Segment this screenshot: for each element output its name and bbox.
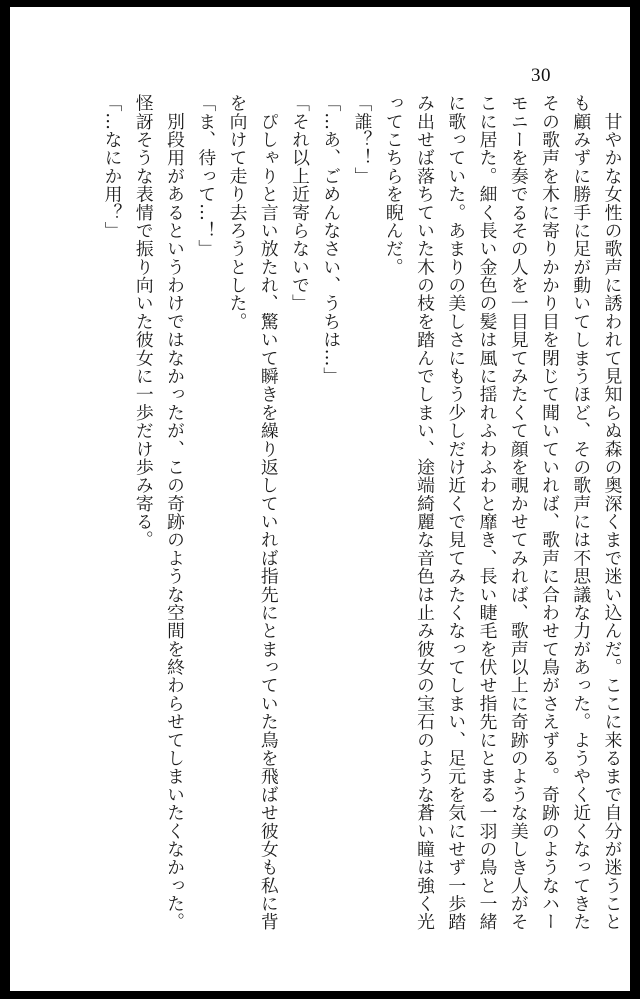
text-line: その歌声を木に寄りかかり目を閉じて聞いていれば、歌声に合わせて鳥がさえずる。奇跡のようなハー bbox=[539, 94, 561, 931]
text-line: も顧みずに勝手に足が動いてしまうほど、その歌声には不思議な力があった。ようやく近くなってきた bbox=[570, 94, 592, 931]
text-line: み出せば落ちていた木の枝を踏んでしまい、途端綺麗な音色は止み彼女の宝石のような蒼い瞳は強く光 bbox=[414, 94, 436, 931]
text-line: 怪訝そうな表情で振り向いた彼女に一歩だけ歩み寄る。 bbox=[133, 94, 155, 549]
body-text bbox=[97, 94, 628, 931]
dialogue-line: 「誰？！」 bbox=[352, 94, 373, 185]
dialogue-line: 「それ以上近寄らないで」 bbox=[289, 94, 311, 313]
dialogue-line: 「…なにか用？」 bbox=[102, 94, 123, 240]
text-line: に歌っていた。あまりの美しさにもう少しだけ近くで見てみたくなってしまい、足元を気にせず一歩踏 bbox=[445, 94, 467, 931]
text-line: 別段用があるというわけではなかったが、この奇跡のような空間を終わらせてしまいたくなかった。 bbox=[164, 94, 186, 931]
page-number: 30 bbox=[531, 65, 551, 86]
text-line: こに居た。細く長い金色の髪は風に揺れふわふわと靡き、長い睫毛を伏せ指先にとまる一羽の鳥と一緒 bbox=[477, 94, 498, 931]
dialogue-line: 「ま、待って…！」 bbox=[195, 94, 217, 258]
text-line: 甘やかな女性の歌声に誘われて見知らぬ森の奥深くまで迷い込んだ。ここに来るまで自分が迷うこと bbox=[602, 94, 623, 931]
text-line: ってこちらを睨んだ。 bbox=[383, 94, 405, 276]
book-page bbox=[10, 7, 630, 991]
dialogue-line: 「…あ、ごめんなさい、うちは…」 bbox=[320, 94, 342, 386]
text-line: を向けて走り去ろうとした。 bbox=[227, 94, 248, 331]
text-line: ぴしゃりと言い放たれ、驚いて瞬きを繰り返していれば指先にとまっていた鳥を飛ばせ彼女も私に背 bbox=[258, 94, 280, 931]
text-line: モニーを奏でるその人を一目見てみたくて顔を覗かせてみれば、歌声以上に奇跡のような美しき人がそ bbox=[508, 94, 530, 931]
